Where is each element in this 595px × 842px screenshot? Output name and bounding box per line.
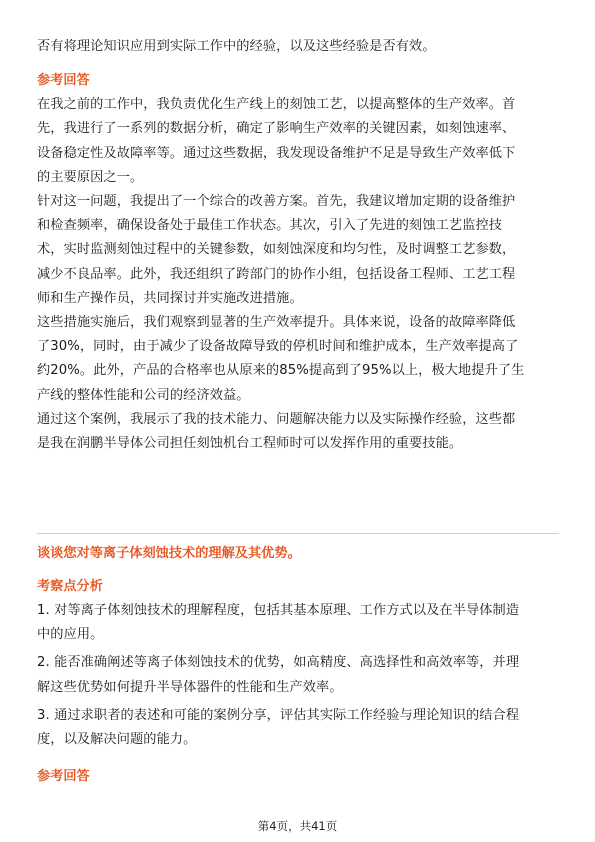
- page-content: [37, 35, 559, 456]
- text-line: 在我之前的工作中，我负责优化生产线上的刻蚀工艺，以提高整体的生产效率。首: [37, 97, 516, 113]
- text-line: 2. 能否准确阐述等离子体刻蚀技术的优势，如高精度、高选择性和高效率等，并理: [37, 655, 520, 671]
- text-line: 中的应用。: [37, 627, 104, 643]
- text-line: 师和生产操作员，共同探讨并实施改进措施。: [37, 290, 303, 306]
- page-number: 第4页，共41页: [257, 819, 338, 833]
- text-line: 先，我进行了一系列的数据分析，确定了影响生产效率的关键因素，如刻蚀速率、: [37, 121, 516, 137]
- answer-paragraph-3: [37, 311, 559, 408]
- answer-paragraph-1: [37, 93, 559, 190]
- text-line: 度，以及解决问题的能力。: [37, 732, 197, 748]
- text-line: 设备稳定性及故障率等。通过这些数据，我发现设备维护不足是导致生产效率低下: [37, 145, 516, 161]
- text-line: 1. 对等离子体刻蚀技术的理解程度，包括其基本原理、工作方式以及在半导体制造: [37, 603, 520, 618]
- analysis-point-2: [37, 651, 559, 699]
- analysis-point-3: [37, 704, 559, 752]
- text-line: 减少不良品率。此外，我还组织了跨部门的协作小组，包括设备工程师、工艺工程: [37, 266, 516, 282]
- text-line: 和检查频率，确保设备处于最佳工作状态。其次，引入了先进的刻蚀工艺监控技: [37, 218, 503, 234]
- question-heading: 谈谈您对等离子体刻蚀技术的理解及其优势。: [37, 546, 301, 561]
- text-line: 约20%。此外，产品的合格率也从原来的85%提高到了95%以上，极大地提升了生: [37, 363, 525, 379]
- analysis-point-1: [37, 599, 559, 647]
- intro-line: 否有将理论知识应用到实际工作中的经验，以及这些经验是否有效。: [37, 39, 436, 54]
- text-line: 这些措施实施后，我们观察到显著的生产效率提升。具体来说，设备的故障率降低: [37, 315, 516, 331]
- text-line: 3. 通过求职者的表述和可能的案例分享，评估其实际工作经验与理论知识的结合程: [37, 707, 520, 723]
- text-line: 术，实时监测刻蚀过程中的关键参数，如刻蚀深度和均匀性，及时调整工艺参数，: [37, 242, 516, 258]
- reference-answer-label-2: 参考回答: [37, 769, 90, 785]
- answer-paragraph-4: [37, 408, 559, 456]
- section-divider: [37, 533, 559, 534]
- text-line: 是我在润鹏半导体公司担任刻蚀机台工程师时可以发挥作用的重要技能。: [37, 436, 463, 452]
- text-line: 了30%，同时，由于减少了设备故障导致的停机时间和维护成本，生产效率提高了: [37, 339, 519, 355]
- text-line: 解这些优势如何提升半导体器件的性能和生产效率。: [37, 679, 343, 695]
- analysis-label: 考察点分析: [37, 579, 103, 594]
- answer-paragraph-2: [37, 190, 559, 311]
- question-section: [37, 542, 559, 789]
- text-line: 针对这一问题，我提出了一个综合的改善方案。首先，我建议增加定期的设备维护: [37, 194, 516, 210]
- text-line: 通过这个案例，我展示了我的技术能力、问题解决能力以及实际操作经验，这些都: [37, 411, 516, 427]
- text-line: 产线的整体性能和公司的经济效益。: [37, 387, 250, 403]
- reference-answer-label: 参考回答: [37, 73, 90, 89]
- text-line: 的主要原因之一。: [37, 169, 144, 185]
